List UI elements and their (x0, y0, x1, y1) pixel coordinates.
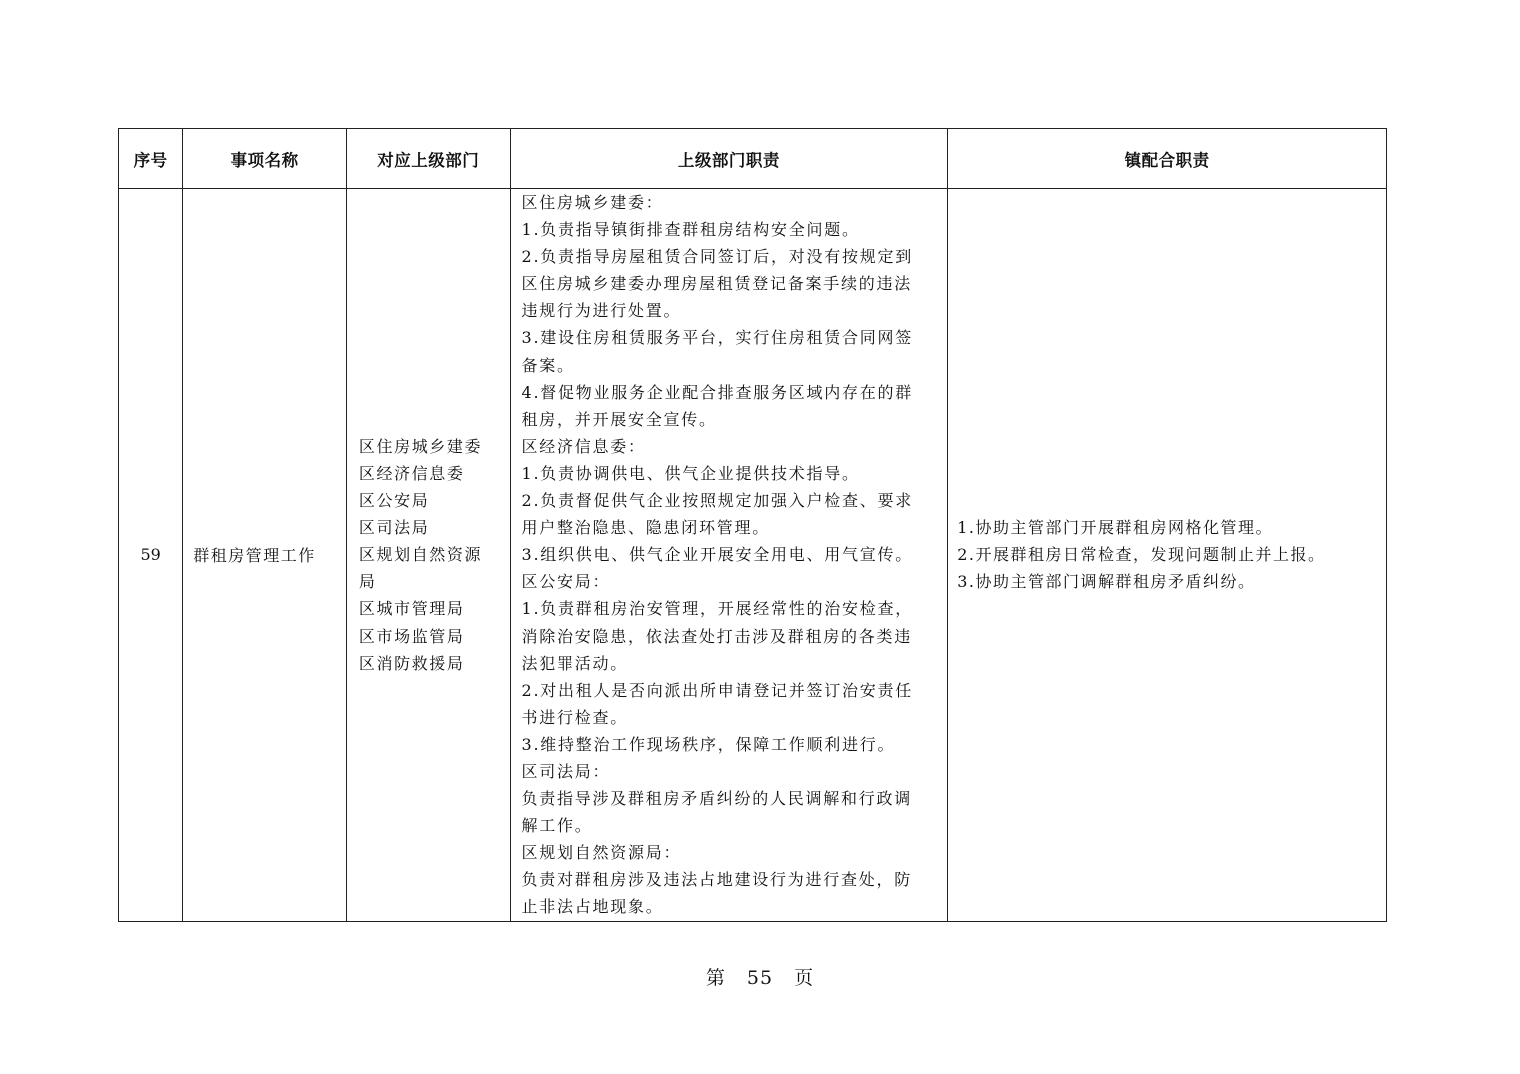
responsibility-line: 止非法占地现象。 (521, 897, 664, 917)
responsibility-line: 3.组织供电、供气企业开展安全用电、用气宣传。 (521, 545, 914, 565)
row-serial-number: 59 (119, 189, 183, 922)
department-line: 区市场监管局 (358, 626, 465, 646)
town-duty-line: 3.协助主管部门调解群租房矛盾纠纷。 (957, 572, 1256, 592)
responsibility-line: 2.对出租人是否向派出所申请登记并签订治安责任 (521, 680, 914, 700)
department-list (347, 433, 510, 677)
responsibility-line: 法犯罪活动。 (521, 653, 629, 673)
department-line: 区城市管理局 (358, 599, 465, 619)
row-item-name: 群租房管理工作 (183, 189, 347, 922)
page-prefix: 第 (705, 967, 726, 989)
responsibility-line: 区公安局： (521, 572, 611, 592)
responsibility-line: 备案。 (521, 355, 575, 375)
responsibility-list (511, 189, 948, 921)
page-number: 55 (746, 967, 774, 989)
header-item-name: 事项名称 (183, 129, 347, 189)
responsibility-line: 区住房城乡建委办理房屋租赁登记备案手续的违法 (521, 274, 913, 294)
department-line: 区住房城乡建委 (358, 436, 483, 456)
responsibility-line: 租房，并开展安全宣传。 (521, 409, 717, 429)
town-duty-line: 2.开展群租房日常检查，发现问题制止并上报。 (957, 545, 1326, 565)
responsibility-line: 违规行为进行处置。 (521, 301, 682, 321)
row-town-duties-cell (948, 189, 1387, 922)
responsibility-line: 书进行检查。 (521, 707, 629, 727)
responsibility-line: 区司法局： (521, 761, 611, 781)
table-row (119, 189, 1387, 922)
town-duty-list (948, 514, 1386, 595)
table-header-row (119, 129, 1387, 189)
page-suffix: 页 (794, 967, 815, 989)
department-line: 区消防救援局 (358, 653, 465, 673)
responsibility-table (118, 128, 1387, 922)
responsibility-line: 区规划自然资源局： (521, 843, 682, 863)
responsibility-line: 解工作。 (521, 816, 593, 836)
department-line: 区司法局 (358, 518, 430, 538)
responsibility-line: 4.督促物业服务企业配合排查服务区域内存在的群 (521, 382, 914, 402)
header-serial-number: 序号 (119, 129, 183, 189)
department-line: 区经济信息委 (358, 463, 465, 483)
row-responsibilities-cell (510, 189, 948, 922)
department-line: 区公安局 (358, 491, 430, 511)
header-town-duties: 镇配合职责 (948, 129, 1387, 189)
responsibility-line: 负责指导涉及群租房矛盾纠纷的人民调解和行政调 (521, 789, 913, 809)
responsibility-line: 1.负责群租房治安管理，开展经常性的治安检查， (521, 599, 914, 619)
responsibility-line: 区经济信息委： (521, 436, 646, 456)
responsibility-line: 区住房城乡建委： (521, 193, 664, 212)
responsibility-line: 1.负责协调供电、供气企业提供技术指导。 (521, 463, 860, 483)
page-footer (0, 963, 1520, 990)
responsibility-line: 1.负责指导镇街排查群租房结构安全问题。 (521, 220, 860, 240)
responsibility-line: 用户整治隐患、隐患闭环管理。 (521, 518, 771, 538)
row-departments-cell (346, 189, 510, 922)
town-duty-line: 1.协助主管部门开展群租房网格化管理。 (957, 518, 1274, 538)
department-line: 局 (358, 572, 377, 592)
responsibility-line: 消除治安隐患，依法查处打击涉及群租房的各类违 (521, 626, 913, 646)
header-superior-department: 对应上级部门 (346, 129, 510, 189)
department-line: 区规划自然资源 (358, 545, 483, 565)
responsibility-line: 3.维持整治工作现场秩序，保障工作顺利进行。 (521, 734, 896, 754)
responsibility-line: 负责对群租房涉及违法占地建设行为进行查处，防 (521, 870, 913, 890)
responsibility-line: 2.负责督促供气企业按照规定加强入户检查、要求 (521, 491, 914, 511)
responsibility-line: 2.负责指导房屋租赁合同签订后，对没有按规定到 (521, 247, 914, 267)
header-superior-responsibilities: 上级部门职责 (510, 129, 948, 189)
responsibility-line: 3.建设住房租赁服务平台，实行住房租赁合同网签 (521, 328, 914, 348)
